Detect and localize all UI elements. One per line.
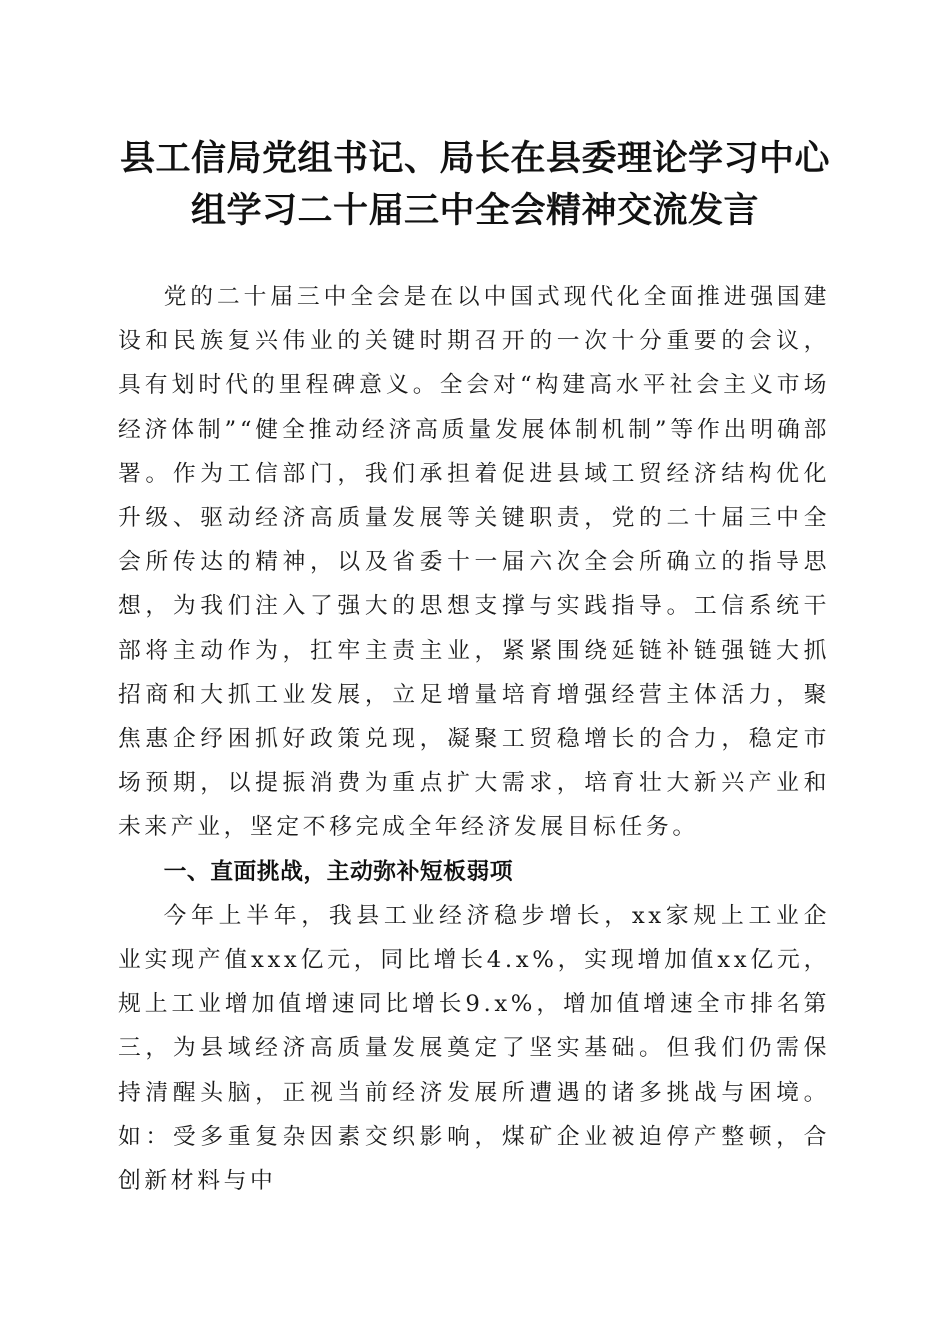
document-title	[100, 133, 850, 237]
document-body	[118, 275, 830, 1203]
title-line-2: 组学习二十届三中全会精神交流发言	[190, 190, 759, 231]
paragraph-section-1: 今年上半年，我县工业经济稳步增长，xx家规上工业企业实现产值xxx亿元，同比增长4.x%，实现增加值xx亿元，规上工业增加值增速同比增长9.x%，增加值增速全市排名第三，为县域经济高质量发展奠定了坚实基础。但我们仍需保持清醒头脑，正视当前经济发展所遭遇的诸多挑战与困境。如：受多重复杂因素交织影响，煤矿企业被迫停产整顿，合创新材料与中	[118, 902, 830, 1195]
title-line-1: 县工信局党组书记、局长在县委理论学习中心	[119, 138, 830, 179]
section-heading-1: 一、直面挑战，主动弥补短板弱项	[163, 858, 514, 885]
paragraph-intro: 党的二十届三中全会是在以中国式现代化全面推进强国建设和民族复兴伟业的关键时期召开的一次十分重要的会议，具有划时代的里程碑意义。全会对“构建高水平社会主义市场经济体制”“健全推动经济高质量发展体制机制”等作出明确部署。作为工信部门，我们承担着促进县域工贸经济结构优化升级、驱动经济高质量发展等关键职责，党的二十届三中全会所传达的精神，以及省委十一届六次全会所确立的指导思想，为我们注入了强大的思想支撑与实践指导。工信系统干部将主动作为，扛牢主责主业，紧紧围绕延链补链强链大抓招商和大抓工业发展，立足增量培育增强经营主体活力，聚焦惠企纾困抓好政策兑现，凝聚工贸稳增长的合力，稳定市场预期，以提振消费为重点扩大需求，培育壮大新兴产业和未来产业，坚定不移完成全年经济发展目标任务。	[118, 284, 830, 841]
